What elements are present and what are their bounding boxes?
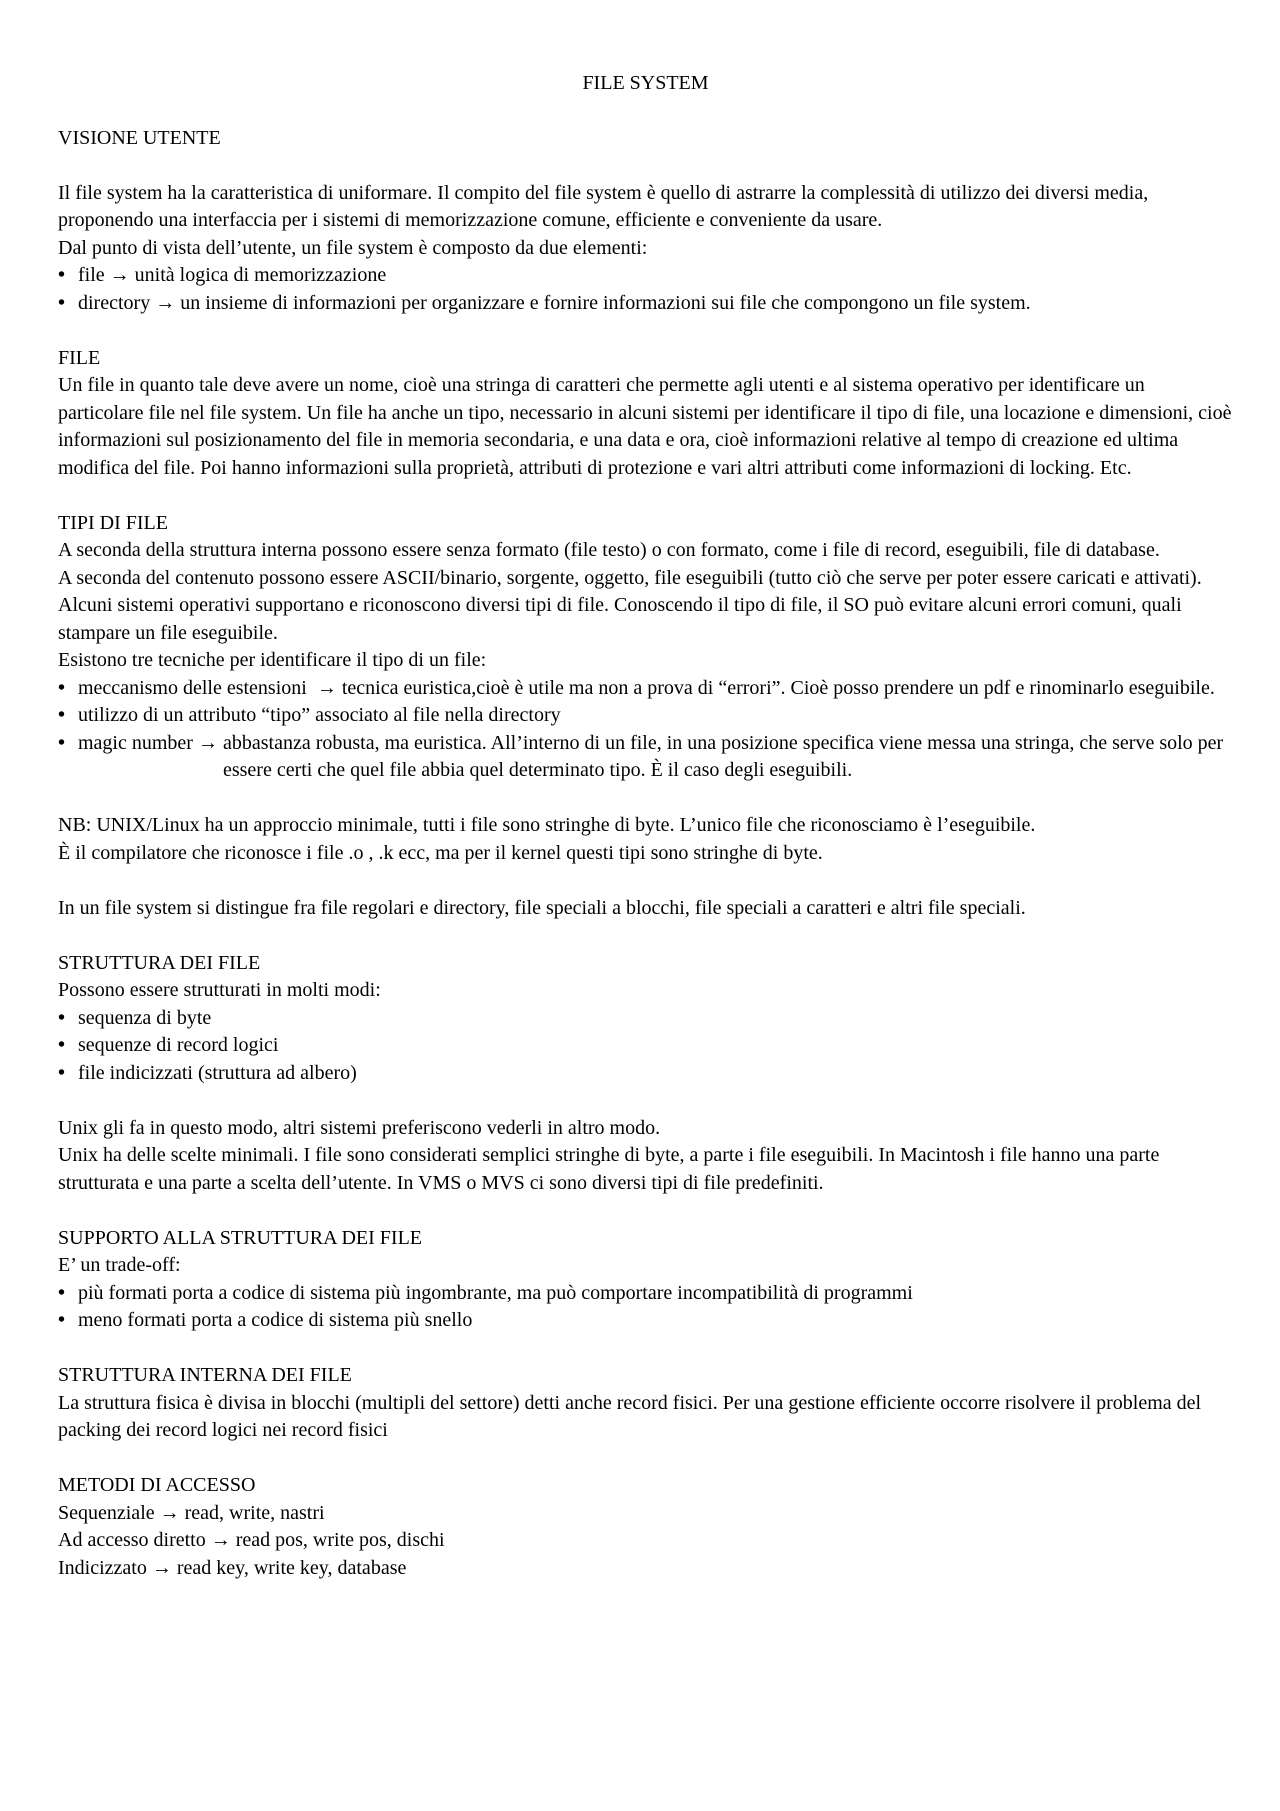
list-item-text: file → unità logica di memorizzazione — [78, 264, 387, 286]
access-method-line: Indicizzato → read key, write key, database — [58, 1556, 407, 1579]
paragraph: Unix ha delle scelte minimali. I file sono considerati semplici stringhe di byte, a parte i file eseguibili. In Macintosh i file hanno una parte strutturata e una parte a scelta dell’utente. In VMS o MVS ci sono diversi tipi di file predefiniti. — [58, 1144, 1160, 1194]
bullet-icon: • — [58, 731, 66, 754]
list-item-text: directory → un insieme di informazioni per organizzare e fornire informazioni sui file che compongono un file system. — [78, 291, 1031, 314]
list-item — [58, 290, 1233, 318]
paragraph: Un file in quanto tale deve avere un nome, cioè una stringa di caratteri che permette agli utenti e al sistema operativo per identificare un particolare file nel file system. Un file ha anche un tipo, necessario in alcuni sistemi per identificare il tipo di file, una locazione e dimensioni, cioè informazioni sul posizionamento del file in memoria secondaria, e una data e ora, cioè informazioni relative al tempo di creazione ed ultima modifica del file. Poi hanno informazioni sulla proprietà, attributi di protezione e vari altri attributi come informazioni di locking. Etc. — [58, 374, 1232, 479]
list-item-description: abbastanza robusta, ma euristica. All’interno di un file, in una posizione specifica viene messa una stringa, che serve solo per essere certi che quel file abbia quel determinato tipo. È il caso degli eseguibili. — [222, 731, 1224, 781]
paragraph: A seconda del contenuto possono essere ASCII/binario, sorgente, oggetto, file eseguibili (tutto ciò che serve per poter essere caricati e attivati). — [58, 566, 1202, 589]
section-heading-supporto-struttura: SUPPORTO ALLA STRUTTURA DEI FILE — [58, 1226, 423, 1249]
paragraph: In un file system si distingue fra file regolari e directory, file speciali a blocchi, file speciali a caratteri e altri file speciali. — [58, 896, 1026, 919]
bullet-icon: • — [58, 1309, 66, 1331]
paragraph: Esistono tre tecniche per identificare il tipo di un file: — [58, 649, 487, 671]
list-item-text: file indicizzati (struttura ad albero) — [78, 1061, 357, 1084]
list-item-text: sequenza di byte — [78, 1006, 212, 1029]
paragraph: Possono essere strutturati in molti modi: — [58, 979, 381, 1001]
bullet-icon: • — [58, 1061, 66, 1084]
section-heading-metodi-di-accesso: METODI DI ACCESSO — [58, 1474, 256, 1496]
list-item — [58, 1005, 1233, 1033]
bullet-icon: • — [58, 291, 66, 314]
note-paragraph: È il compilatore che riconosce i file .o , .k ecc, ma per il kernel questi tipi sono stringhe di byte. — [58, 841, 823, 864]
paragraph: Alcuni sistemi operativi supportano e riconoscono diversi tipi di file. Conoscendo il tipo di file, il SO può evitare alcuni errori comuni, quali stampare un file eseguibile. — [58, 594, 1182, 644]
section-heading-visione-utente: VISIONE UTENTE — [58, 126, 221, 149]
list-item — [58, 1060, 1233, 1088]
section-heading-struttura-interna: STRUTTURA INTERNA DEI FILE — [58, 1364, 352, 1386]
bullet-icon: • — [58, 676, 66, 699]
note-paragraph: NB: UNIX/Linux ha un approccio minimale, tutti i file sono stringhe di byte. L’unico file che riconosciamo è l’eseguibile. — [58, 814, 1036, 836]
paragraph: Dal punto di vista dell’utente, un file system è composto da due elementi: — [58, 236, 648, 259]
list-item — [58, 675, 1233, 703]
list-item — [58, 730, 1233, 785]
bullet-icon: • — [58, 1034, 66, 1056]
list-item-term: magic number → — [78, 731, 223, 754]
bullet-icon: • — [58, 1281, 66, 1304]
list-item-text: sequenze di record logici — [78, 1034, 279, 1056]
paragraph: Il file system ha la caratteristica di uniformare. Il compito del file system è quello di astrarre la complessità di utilizzo dei diversi media, proponendo una interfaccia per i sistemi di memorizzazione comune, efficiente e conveniente da usare. — [58, 181, 1149, 231]
bullet-icon: • — [58, 1006, 66, 1029]
paragraph: La struttura fisica è divisa in blocchi (multipli del settore) detti anche record fisici. Per una gestione efficiente occorre risolvere il problema del packing dei record logici nei record fisici — [58, 1391, 1202, 1441]
paragraph: A seconda della struttura interna possono essere senza formato (file testo) o con formato, come i file di record, eseguibili, file di database. — [58, 539, 1160, 561]
bullet-icon: • — [58, 704, 66, 726]
paragraph: Unix gli fa in questo modo, altri sistemi preferiscono vederli in altro modo. — [58, 1116, 661, 1139]
list-item-text: meno formati porta a codice di sistema più snello — [78, 1309, 473, 1331]
page-title: FILE SYSTEM — [582, 72, 709, 94]
list-item-text: più formati porta a codice di sistema più ingombrante, ma può comportare incompatibilità di programmi — [78, 1281, 913, 1304]
access-method-line: Sequenziale → read, write, nastri — [58, 1501, 325, 1524]
list-item — [58, 262, 1233, 290]
list-item — [58, 1307, 1233, 1335]
access-method-line: Ad accesso diretto → read pos, write pos, dischi — [58, 1529, 445, 1551]
list-item — [58, 702, 1233, 730]
section-heading-struttura-dei-file: STRUTTURA DEI FILE — [58, 951, 261, 974]
list-item — [58, 1280, 1233, 1308]
section-heading-file: FILE — [58, 346, 101, 369]
paragraph: E’ un trade-off: — [58, 1254, 181, 1276]
bullet-icon: • — [58, 264, 66, 286]
section-heading-tipi-di-file: TIPI DI FILE — [58, 511, 168, 534]
list-item-term: meccanismo delle estensioni → — [78, 676, 342, 699]
list-item-description: tecnica euristica,cioè è utile ma non a prova di “errori”. Cioè posso prendere un pdf e rinominarlo eseguibile. — [341, 676, 1215, 699]
list-item-text: utilizzo di un attributo “tipo” associato al file nella directory — [78, 704, 561, 726]
list-item — [58, 1032, 1233, 1060]
document-page — [58, 70, 1233, 1582]
